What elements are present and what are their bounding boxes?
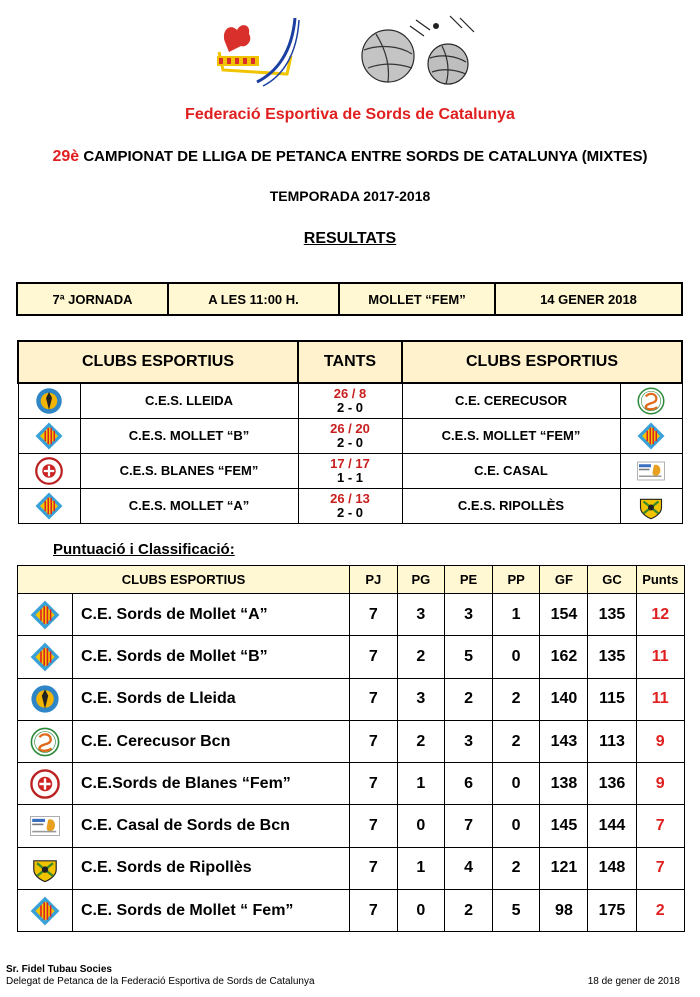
standings-row: [18, 890, 685, 932]
match-row: [18, 418, 682, 453]
stat-gc: 113: [588, 720, 636, 762]
away-team: C.E.S. RIPOLLÈS: [457, 498, 565, 513]
stat-pts: 2: [636, 890, 685, 932]
standings-row: [18, 594, 685, 636]
club-logo-cell: [18, 847, 73, 889]
standings-row: [18, 763, 685, 805]
stat-pp: 1: [492, 594, 540, 636]
stat-pts: 7: [636, 805, 685, 847]
home-team: C.E.S. LLEIDA: [144, 393, 234, 409]
stat-gf: 98: [540, 890, 588, 932]
matches-table: [17, 340, 683, 524]
stat-gf: 145: [540, 805, 588, 847]
points-score: 26 / 8: [333, 385, 367, 401]
stat-pts: 9: [636, 763, 685, 805]
mollet-crest: [34, 491, 64, 521]
ripolles-crest: [636, 491, 666, 521]
club-name: C.E.Sords de Blanes “Fem”: [72, 763, 349, 805]
matches-header-points: TANTS: [298, 341, 402, 383]
casal-crest: [29, 810, 61, 842]
stat-pg: 0: [397, 805, 445, 847]
blanes-crest: [29, 768, 61, 800]
score-cell: [298, 488, 402, 523]
match-row: [18, 488, 682, 523]
standings-header-pg: PG: [397, 566, 445, 594]
club-name: C.E. Sords de Mollet “B”: [72, 636, 349, 678]
stat-pts: 11: [636, 636, 685, 678]
club-logo-cell: [18, 636, 73, 678]
stat-gf: 162: [540, 636, 588, 678]
club-logo-cell: [18, 805, 73, 847]
cerecusor-crest: [29, 726, 61, 758]
stat-pg: 3: [397, 678, 445, 720]
stat-pg: 2: [397, 636, 445, 678]
stat-gc: 148: [588, 847, 636, 889]
results-title: RESULTATS: [303, 230, 397, 247]
time-label: A LES 11:00 H.: [169, 284, 340, 314]
stat-pg: 3: [397, 594, 445, 636]
stat-gc: 135: [588, 636, 636, 678]
home-team-cell: [80, 383, 298, 418]
stat-pj: 7: [350, 890, 398, 932]
stat-pp: 0: [492, 805, 540, 847]
stat-pe: 3: [445, 594, 493, 636]
stat-pp: 2: [492, 720, 540, 762]
club-name: C.E. Sords de Lleida: [72, 678, 349, 720]
stat-gc: 144: [588, 805, 636, 847]
home-team: C.E.S. BLANES “FEM”: [119, 463, 259, 478]
stat-gc: 175: [588, 890, 636, 932]
matches-header-left: CLUBS ESPORTIUS: [18, 341, 298, 383]
championship-text: CAMPIONAT DE LLIGA DE PETANCA ENTRE SORDS DE CATALUNYA (MIXTES): [83, 148, 648, 165]
stat-gf: 138: [540, 763, 588, 805]
stat-pj: 7: [350, 678, 398, 720]
stat-gc: 135: [588, 594, 636, 636]
season-title: TEMPORADA 2017-2018: [269, 188, 431, 204]
stat-pts: 7: [636, 847, 685, 889]
stat-pe: 3: [445, 720, 493, 762]
club-logo-cell: [18, 594, 73, 636]
club-logo-cell: [18, 678, 73, 720]
stat-gf: 140: [540, 678, 588, 720]
lleida-crest: [29, 683, 61, 715]
stat-pg: 0: [397, 890, 445, 932]
signatory-name: Sr. Fidel Tubau Socies: [6, 964, 112, 975]
away-logo-cell: [620, 418, 682, 453]
championship-prefix: 29è: [52, 148, 80, 165]
score-cell: [298, 383, 402, 418]
standings-row: [18, 805, 685, 847]
stat-pp: 2: [492, 847, 540, 889]
standings-header-punts: Punts: [636, 566, 685, 594]
club-logo-cell: [18, 720, 73, 762]
score-cell: [298, 453, 402, 488]
stat-pp: 5: [492, 890, 540, 932]
score-cell: [298, 418, 402, 453]
cerecusor-crest: [636, 386, 666, 416]
stat-pe: 7: [445, 805, 493, 847]
stat-pj: 7: [350, 847, 398, 889]
stat-gf: 154: [540, 594, 588, 636]
home-logo-cell: [18, 383, 80, 418]
match-row: [18, 453, 682, 488]
match-row: [18, 383, 682, 418]
games-score: 1 - 1: [336, 469, 363, 485]
stat-pj: 7: [350, 763, 398, 805]
away-team-cell: [402, 488, 620, 523]
away-team: C.E. CASAL: [474, 463, 548, 478]
round-label: 7ª JORNADA: [18, 284, 169, 314]
club-name: C.E. Casal de Sords de Bcn: [72, 805, 349, 847]
standings-header-gf: GF: [540, 566, 588, 594]
points-score: 26 / 20: [330, 420, 370, 436]
stat-gf: 143: [540, 720, 588, 762]
mollet-crest: [29, 599, 61, 631]
home-team-cell: [80, 488, 298, 523]
points-score: 26 / 13: [330, 490, 370, 506]
club-name: C.E. Sords de Ripollès: [72, 847, 349, 889]
blanes-crest: [34, 456, 64, 486]
points-score: 17 / 17: [330, 455, 370, 471]
standings-row: [18, 847, 685, 889]
casal-crest: [636, 456, 666, 486]
stat-pts: 9: [636, 720, 685, 762]
stat-pg: 1: [397, 763, 445, 805]
stat-pp: 0: [492, 636, 540, 678]
standings-title: Puntuació i Classificació:: [53, 541, 235, 558]
stat-pts: 11: [636, 678, 685, 720]
championship-title: [0, 148, 700, 166]
venue-label: MOLLET “FEM”: [340, 284, 496, 314]
home-team: C.E.S. MOLLET “A”: [128, 498, 250, 513]
away-team-cell: [402, 418, 620, 453]
away-logo-cell: [620, 453, 682, 488]
stat-pg: 1: [397, 847, 445, 889]
home-logo-cell: [18, 418, 80, 453]
club-name: C.E. Sords de Mollet “A”: [72, 594, 349, 636]
stat-gf: 121: [540, 847, 588, 889]
stat-pp: 0: [492, 763, 540, 805]
standings-row: [18, 720, 685, 762]
away-team-cell: [402, 453, 620, 488]
home-team-cell: [80, 453, 298, 488]
stat-pj: 7: [350, 720, 398, 762]
stat-pe: 2: [445, 890, 493, 932]
stat-pj: 7: [350, 805, 398, 847]
away-logo-cell: [620, 488, 682, 523]
matches-header-right: CLUBS ESPORTIUS: [402, 341, 682, 383]
home-logo-cell: [18, 453, 80, 488]
standings-header-clubs: CLUBS ESPORTIUS: [18, 566, 350, 594]
stat-gc: 115: [588, 678, 636, 720]
stat-pe: 5: [445, 636, 493, 678]
home-team-cell: [80, 418, 298, 453]
games-score: 2 - 0: [336, 504, 363, 520]
standings-header-pj: PJ: [350, 566, 398, 594]
ripolles-crest: [29, 852, 61, 884]
standings-header-pe: PE: [445, 566, 493, 594]
round-info-bar: [16, 282, 683, 316]
mollet-crest: [34, 421, 64, 451]
club-logo-cell: [18, 890, 73, 932]
standings-header-gc: GC: [588, 566, 636, 594]
standings-header-pp: PP: [492, 566, 540, 594]
standings-table: [17, 565, 685, 932]
games-score: 2 - 0: [336, 434, 363, 450]
away-team: C.E. CERECUSOR: [455, 393, 567, 409]
document-date: 18 de gener de 2018: [587, 976, 680, 987]
petanca-balls-logo: [350, 6, 490, 96]
stat-pg: 2: [397, 720, 445, 762]
stat-pe: 4: [445, 847, 493, 889]
signatory-role: Delegat de Petanca de la Federació Esportiva de Sords de Catalunya: [6, 976, 315, 987]
club-logo-cell: [18, 763, 73, 805]
stat-pe: 6: [445, 763, 493, 805]
mollet-crest: [29, 641, 61, 673]
federation-name: Federació Esportiva de Sords de Catalunya: [185, 106, 515, 123]
home-team: C.E.S. MOLLET “B”: [128, 428, 250, 443]
away-team: C.E.S. MOLLET “FEM”: [441, 428, 581, 443]
club-name: C.E. Cerecusor Bcn: [72, 720, 349, 762]
lleida-crest: [34, 386, 64, 416]
club-name: C.E. Sords de Mollet “ Fem”: [72, 890, 349, 932]
stat-pj: 7: [350, 636, 398, 678]
mollet-crest: [29, 895, 61, 927]
home-logo-cell: [18, 488, 80, 523]
date-label: 14 GENER 2018: [540, 291, 637, 307]
standings-row: [18, 636, 685, 678]
stat-gc: 136: [588, 763, 636, 805]
fesc-logo: [207, 12, 302, 92]
stat-pp: 2: [492, 678, 540, 720]
stat-pe: 2: [445, 678, 493, 720]
away-logo-cell: [620, 383, 682, 418]
games-score: 2 - 0: [336, 399, 363, 415]
stat-pts: 12: [636, 594, 685, 636]
mollet-crest: [636, 421, 666, 451]
stat-pj: 7: [350, 594, 398, 636]
standings-row: [18, 678, 685, 720]
away-team-cell: [402, 383, 620, 418]
